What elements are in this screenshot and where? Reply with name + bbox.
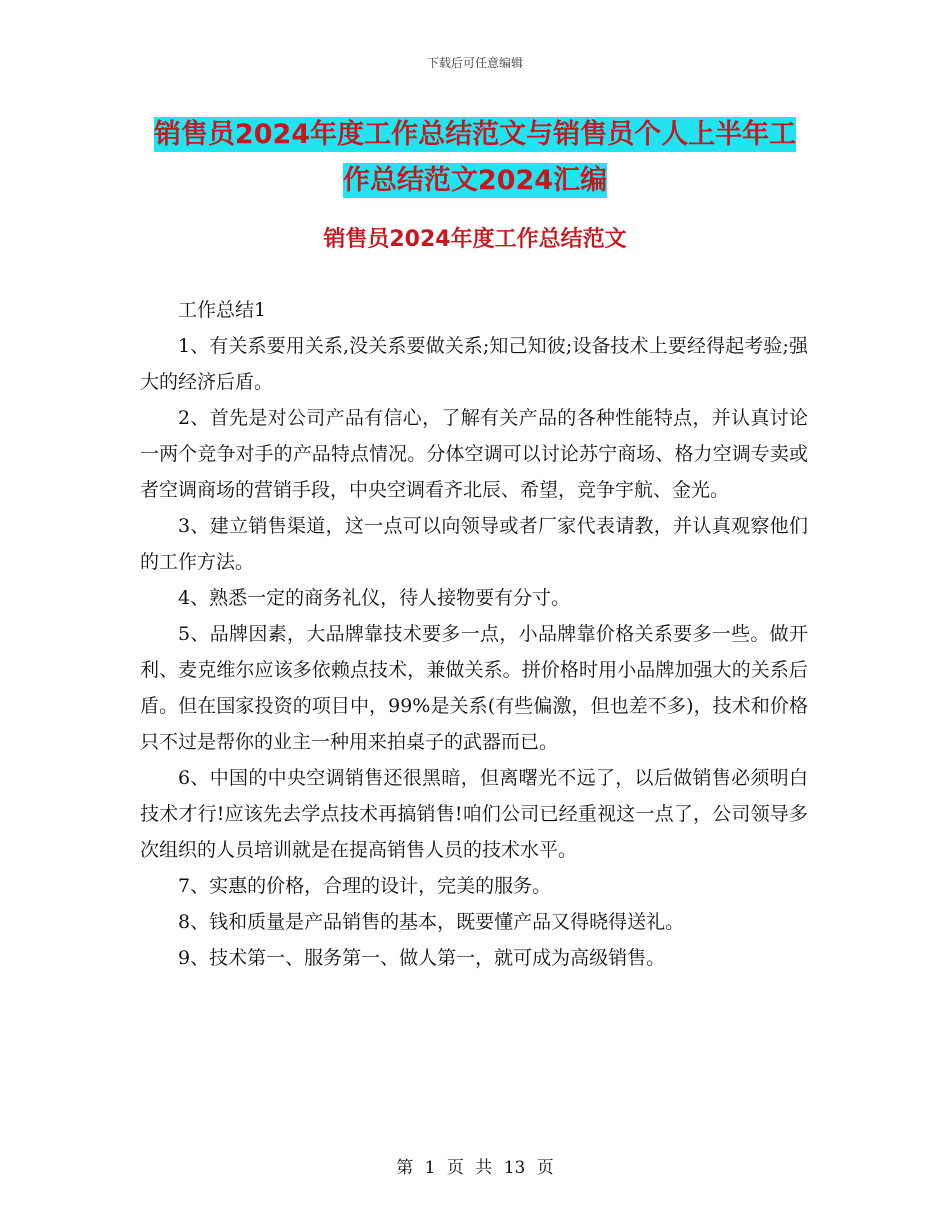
header-note: 下载后可任意编辑 bbox=[426, 56, 523, 70]
paragraph: 8、钱和质量是产品销售的基本，既要懂产品又得晓得送礼。 bbox=[178, 911, 685, 933]
paragraph: 4、熟悉一定的商务礼仪，待人接物要有分寸。 bbox=[178, 587, 571, 609]
title-line-1: 销售员2024年度工作总结范文与销售员个人上半年工 bbox=[153, 119, 797, 150]
paragraph: 7、实惠的价格，合理的设计，完美的服务。 bbox=[178, 875, 552, 897]
paragraph: 3、建立销售渠道，这一点可以向领导或者厂家代表请教，并认真观察他们的工作方法。 bbox=[140, 515, 808, 573]
paragraph: 2、首先是对公司产品有信心，了解有关产品的各种性能特点，并认真讨论一两个竞争对手的产品特点情况。分体空调可以讨论苏宁商场、格力空调专卖或者空调商场的营销手段，中央空调看齐北辰、希望，竞争宇航、金光。 bbox=[140, 407, 808, 501]
paragraph: 5、品牌因素，大品牌靠技术要多一点，小品牌靠价格关系要多一些。做开利、麦克维尔应该多依赖点技术，兼做关系。拼价格时用小品牌加强大的关系后盾。但在国家投资的项目中，99%是关系(有些偏激，但也差不多)，技术和价格只不过是帮你的业主一种用来拍桌子的武器而已。 bbox=[140, 623, 808, 753]
section-title: 销售员2024年度工作总结范文 bbox=[323, 227, 627, 252]
paragraph: 1、有关系要用关系,没关系要做关系;知己知彼;设备技术上要经得起考验;强大的经济后盾。 bbox=[140, 335, 808, 393]
paragraph: 9、技术第一、服务第一、做人第一，就可成为高级销售。 bbox=[178, 947, 666, 969]
body-text bbox=[140, 292, 808, 976]
paragraph: 6、中国的中央空调销售还很黑暗，但离曙光不远了，以后做销售必须明白技术才行!应该先去学点技术再搞销售!咱们公司已经重视这一点了，公司领导多次组织的人员培训就是在提高销售人员的技术水平。 bbox=[140, 767, 808, 861]
page-footer: 第 1 页 共 13 页 bbox=[396, 1158, 554, 1178]
paragraph-subheading: 工作总结1 bbox=[178, 299, 267, 321]
document-title bbox=[80, 112, 870, 204]
title-line-2: 作总结范文2024汇编 bbox=[342, 165, 608, 196]
